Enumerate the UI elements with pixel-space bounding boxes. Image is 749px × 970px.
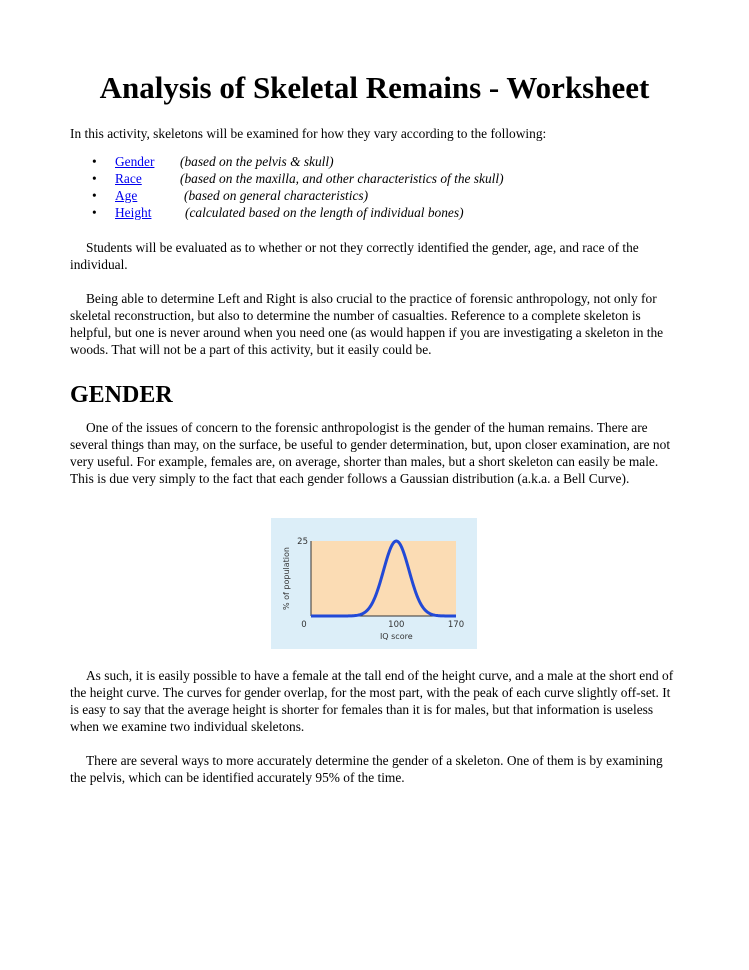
bell-curve-chart <box>271 518 477 649</box>
intro-paragraph: In this activity, skeletons will be examined for how they vary according to the following: <box>70 126 547 141</box>
left-right-paragraph: Being able to determine Left and Right is also crucial to the practice of forensic anthropology, not only for skeletal reconstruction, but also to determine the number of casualties. Reference to a complete skeleton is helpful, but one is never around when you need one (as would happen if you are investigating a skeleton in the woods. That will not be a part of this activity, but it easily could be. <box>70 291 664 357</box>
y-tick-label: 25 <box>297 537 308 547</box>
chart-svg <box>271 518 477 649</box>
race-note: (based on the maxilla, and other characteristics of the skull) <box>180 171 504 186</box>
gender-note: (based on the pelvis & skull) <box>180 154 334 169</box>
bullet-icon: • <box>92 154 97 169</box>
list-item <box>70 187 710 204</box>
gender-paragraph-2: As such, it is easily possible to have a female at the tall end of the height curve, and a male at the short end of the height curve. The curves for gender overlap, for the most part, with the peak of each curve slightly off-set. It is easy to say that the average height is shorter for females than it is for males, but that information is useless when we examine two individual skeletons. <box>70 668 674 734</box>
gender-heading: GENDER <box>70 382 173 408</box>
list-item <box>70 170 710 187</box>
bullet-icon: • <box>92 205 97 220</box>
gender-paragraph-1: One of the issues of concern to the forensic anthropologist is the gender of the human remains. There are several things than may, on the surface, be useful to gender determination, but, upon closer examination, are not very useful. For example, females are, on average, shorter than males, but a short skeleton can easily be male. This is due very simply to the fact that each gender follows a Gaussian distribution (a.k.a. a Bell Curve). <box>70 420 671 486</box>
evaluation-paragraph: Students will be evaluated as to whether or not they correctly identified the gender, age, and race of the individual. <box>70 240 639 272</box>
bullet-icon: • <box>92 188 97 203</box>
page-title: Analysis of Skeletal Remains - Worksheet <box>99 70 650 105</box>
race-link[interactable]: Race <box>115 171 142 186</box>
list-item <box>70 204 710 221</box>
criteria-list <box>70 153 710 221</box>
gender-link[interactable]: Gender <box>115 154 155 169</box>
list-item <box>70 153 710 170</box>
x-tick-label: 100 <box>388 620 405 630</box>
x-axis-label: IQ score <box>379 632 413 641</box>
chart-plot-area <box>311 541 456 616</box>
height-note: (calculated based on the length of individual bones) <box>185 205 464 220</box>
x-tick-label: 170 <box>447 620 465 630</box>
y-axis-label: % of population <box>282 547 291 610</box>
age-link[interactable]: Age <box>115 188 138 203</box>
height-link[interactable]: Height <box>115 205 152 220</box>
gender-paragraph-3: There are several ways to more accurately determine the gender of a skeleton. One of them is by examining the pelvis, which can be identified accurately 95% of the time. <box>70 753 663 785</box>
age-note: (based on general characteristics) <box>184 188 369 203</box>
bullet-icon: • <box>92 171 97 186</box>
x-tick-label: 0 <box>301 620 307 630</box>
